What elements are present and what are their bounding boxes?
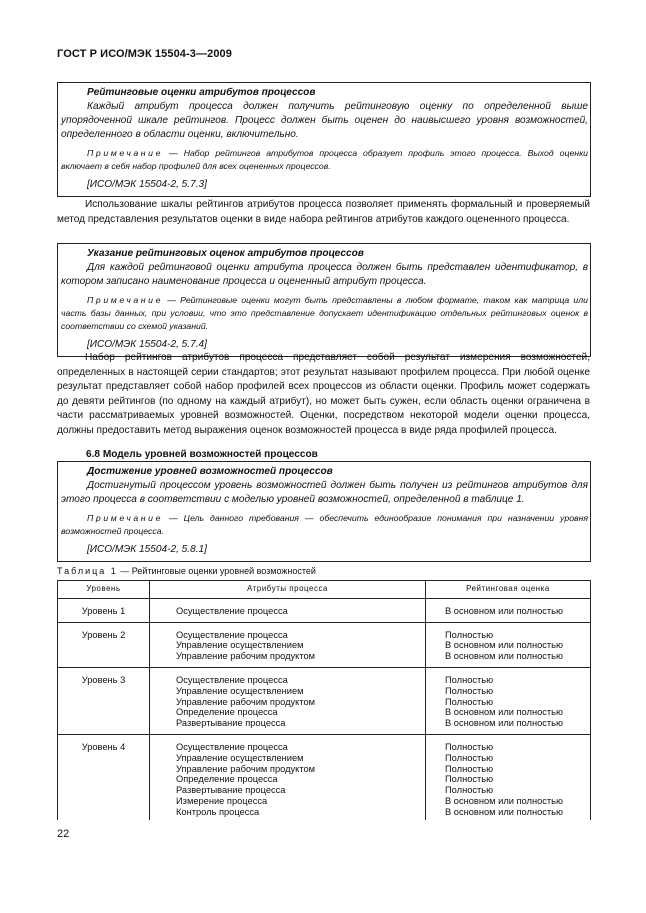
rating-line: В основном или полностью [445,651,563,662]
column-header-rating: Рейтинговая оценка [426,581,591,599]
requirement-note [61,294,588,333]
level-cell: Уровень 2 [58,622,150,667]
table-row [58,667,591,734]
requirement-box-rating-indication [57,243,591,357]
attribute-line: Развертывание процесса [176,785,286,796]
rating-line: В основном или полностью [445,718,563,729]
rating-line: В основном или полностью [445,707,563,718]
requirement-body: Каждый атрибут процесса должен получить рейтинговую оценку по определенной выше упорядоченной шкале рейтингов. Процесс должен быть оценен до наивысшего уровня возможностей, определенного в области оценки, включительно. [61,101,588,140]
attribute-line: Управление осуществлением [176,640,304,651]
attributes-cell [150,734,426,819]
rating-line: Полностью [445,785,494,796]
rating-line: Полностью [445,629,494,640]
attribute-line: Контроль процесса [176,806,260,817]
level-cell: Уровень 1 [58,598,150,622]
table-row [58,622,591,667]
requirement-note [61,147,588,173]
paragraph-rating-scale [57,198,590,227]
requirement-body: Для каждой рейтинговой оценки атрибута процесса должен быть представлен идентификатор, в котором записано наименование процесса и оцененный атрибут процесса. [61,262,588,287]
attribute-line: Управление рабочим продуктом [176,763,316,774]
requirement-title: Рейтинговые оценки атрибутов процессов [87,87,316,98]
ratings-cell [426,598,591,622]
requirement-reference: [ИСО/МЭК 15504-2, 5.8.1] [87,544,207,555]
rating-line: Полностью [445,763,494,774]
rating-line: В основном или полностью [445,640,563,651]
note-text: — Цель данного требования — обеспечить единообразие понимания при назначении уровня возможностей процесса. [61,513,588,536]
note-label: Примечание [87,148,164,158]
rating-line: Полностью [445,741,494,752]
table-caption-text: — Рейтинговые оценки уровней возможностей [117,566,316,576]
column-header-level: Уровень [58,581,150,599]
attributes-cell [150,667,426,734]
attribute-line: Определение процесса [176,774,278,785]
rating-line: Полностью [445,674,494,685]
attribute-line: Управление рабочим продуктом [176,696,316,707]
table-row [58,598,591,622]
attribute-line: Определение процесса [176,707,278,718]
requirement-note [61,512,588,538]
column-header-attributes: Атрибуты процесса [150,581,426,599]
capability-levels-table [57,580,591,820]
attribute-line: Управление осуществлением [176,752,304,763]
standard-header: ГОСТ Р ИСО/МЭК 15504-3—2009 [57,48,232,60]
ratings-cell [426,734,591,819]
requirement-box-capability-levels [57,461,591,562]
requirement-box-attribute-ratings [57,82,591,197]
table-caption-label: Таблица 1 [57,566,118,576]
attributes-cell [150,598,426,622]
attribute-line: Осуществление процесса [176,629,288,640]
level-cell: Уровень 4 [58,734,150,819]
requirement-title: Указание рейтинговых оценок атрибутов процессов [87,248,364,259]
note-text: — Рейтинговые оценки могут быть представлены в любом формате, таком как матрица или часть базы данных, при условии, что это представление допускает идентификацию отдельных рейтинговых оценок в соответствии со схемой указаний. [61,295,588,331]
rating-line: В основном или полностью [445,795,563,806]
requirement-body: Достигнутый процессом уровень возможностей должен быть получен из рейтингов атрибутов для этого процесса в соответствии с моделью уровней возможностей, определенной в таблице 1. [61,480,588,505]
attribute-line: Осуществление процесса [176,674,288,685]
ratings-cell [426,667,591,734]
rating-line: Полностью [445,696,494,707]
rating-line: В основном или полностью [445,806,563,817]
attribute-line: Управление рабочим продуктом [176,651,316,662]
attribute-line: Осуществление процесса [176,741,288,752]
rating-line: В основном или полностью [445,605,563,616]
rating-line: Полностью [445,685,494,696]
table-header-row [58,581,591,599]
paragraph-text: Набор рейтингов атрибутов процесса представляет собой результат измерения возможностей, определенных в настоящей серии стандартов; этот результат называют профилем процесса. При любой оценке результат представляет собой набор профилей всех процессов из области оценки. Профиль может содержать до девяти рейтингов (по одному на каждый атрибут), но может быть сужен, если область оценки ограничена в части рассматриваемых уровней возможностей. Оценки, посредством некоторой модели оценки процесса, должны предоставить метод выражения оценок возможностей процесса в виде ряда профилей процесса. [57,352,590,436]
table-row [58,734,591,819]
attribute-line: Развертывание процесса [176,718,286,729]
ratings-cell [426,622,591,667]
attribute-line: Осуществление процесса [176,605,288,616]
note-text: — Набор рейтингов атрибутов процесса образует профиль этого процесса. Выход оценки включает в себя набор профилей для всех оцененных процессов. [61,148,588,171]
requirement-title: Достижение уровней возможностей процессов [87,466,333,477]
rating-line: Полностью [445,774,494,785]
page-number: 22 [57,828,70,840]
section-heading: 6.8 Модель уровней возможностей процессов [86,449,318,460]
level-cell: Уровень 3 [58,667,150,734]
note-label: Примечание [87,295,164,305]
note-label: Примечание [87,513,164,523]
paragraph-process-profile [57,351,590,439]
attribute-line: Управление осуществлением [176,685,304,696]
rating-line: Полностью [445,752,494,763]
requirement-reference: [ИСО/МЭК 15504-2, 5.7.4] [87,339,207,350]
requirement-reference: [ИСО/МЭК 15504-2, 5.7.3] [87,179,207,190]
attributes-cell [150,622,426,667]
attribute-line: Измерение процесса [176,795,268,806]
paragraph-text: Использование шкалы рейтингов атрибутов процесса позволяет применять формальный и проверяемый метод представления результатов оценки в виде набора рейтингов атрибутов каждого оцененного процесса. [57,199,590,225]
table-caption [57,566,316,576]
